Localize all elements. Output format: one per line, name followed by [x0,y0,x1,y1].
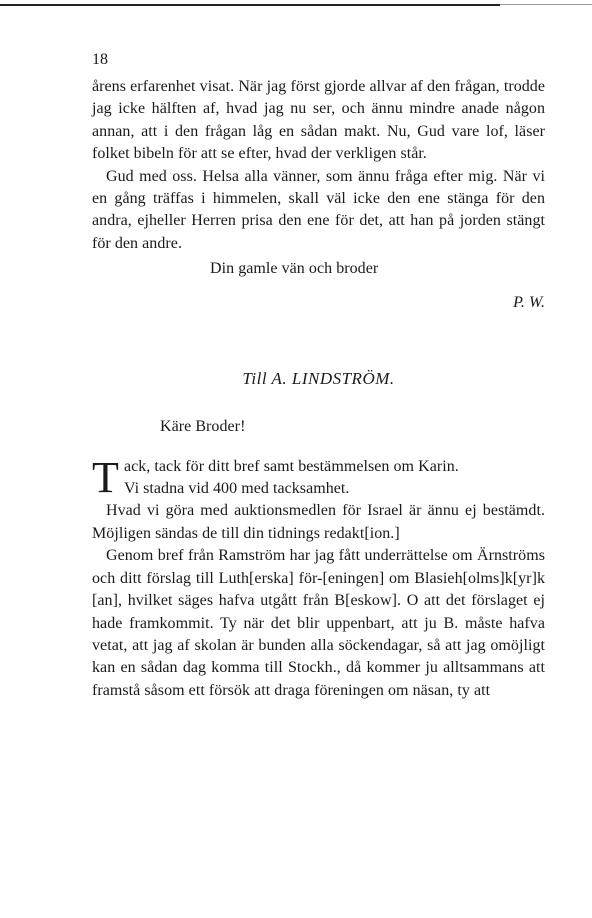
letter-2 [92,368,545,702]
book-page [92,44,545,702]
letter-2-first-line: ack, tack för ditt bref samt bestämmelsen om Karin. [123,457,459,475]
drop-cap: T [92,452,119,502]
top-border-rule-thin [500,4,592,5]
letter-2-first-paragraph [92,452,545,502]
letter-1-paragraph-1: årens erfarenhet visat. När jag först gjorde allvar af den frågan, trodde jag icke hälften af, hvad jag nu ser, och ännu mindre anade någon annan, att i den frågan låg en sådan makt. Nu, Gud vare lof, läser folket bibeln för att se efter, hvad der verkligen står. [92,78,545,163]
letter-2-paragraph-3: Genom bref från Ramström har jag fått underrättelse om Ärnströms och ditt förslag till Luth[erska] för-[eningen] om Blasieh[olms]k[yr]k [an], hvilket säges hafva utgått från B[eskow]. O att det förslaget ej hade framkommit. Ty när det blir uppenbart, att ju B. måste hafva vetat, att jag af skolan är bunden alla söckendagar, så att jag omöjligt kan en sådan dag komma till Stockh., då kommer ju alltsammans att framstå såsom ett försök att draga föreningen om näsan, ty att [92,547,545,699]
top-border-rule [0,4,500,6]
letter-2-salutation: Käre Broder! [160,417,246,435]
page-number: 18 [92,51,108,68]
letter-2-paragraph-2: Hvad vi göra med auktionsmedlen för Israel är ännu ej bestämdt. Möjligen sändas de till din tidnings redakt[ion.] [92,502,545,542]
letter-1-signature: P. W. [513,293,545,311]
letter-2-second-line: Vi stadna vid 400 med tacksamhet. [123,480,350,498]
letter-2-title: Till A. LINDSTRÖM. [242,368,395,388]
letter-1-closing: Din gamle vän och broder [210,260,379,278]
letter-1 [92,76,545,314]
letter-1-paragraph-2: Gud med oss. Helsa alla vänner, som ännu fråga efter mig. När vi en gång träffas i himmelen, skall väl icke den ene stänga för den andra, ejheller Herren prisa den ene för det, att han på jorden stängt för den andre. [92,167,545,252]
